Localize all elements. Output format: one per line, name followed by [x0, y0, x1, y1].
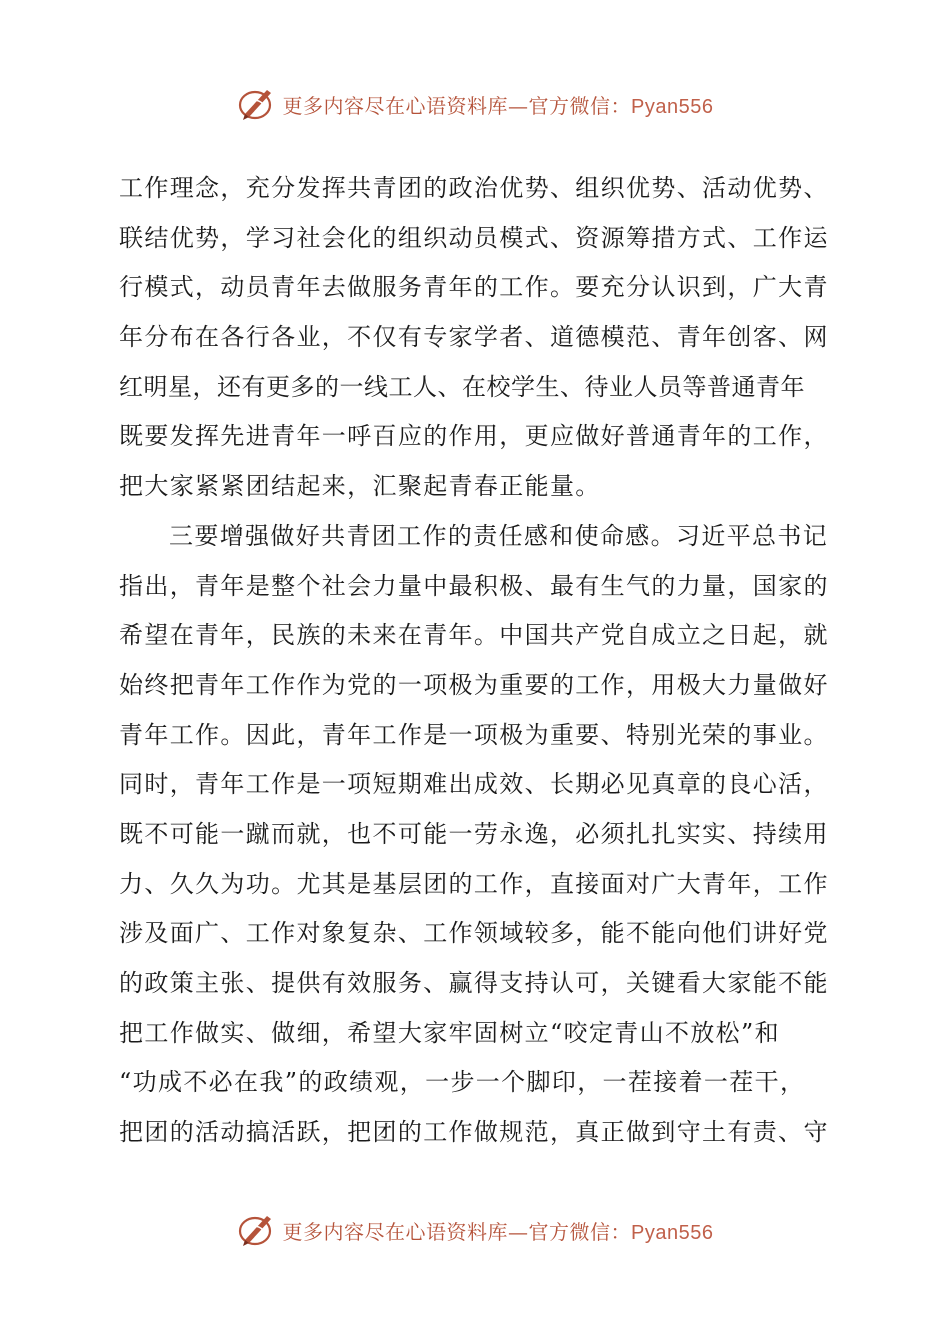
footer-separator: —: [508, 1219, 529, 1244]
header-separator: —: [508, 93, 529, 118]
body-line: 红明星，还有更多的一线工人、在校学生、待业人员等普通青年: [119, 372, 805, 401]
body-line: 把工作做实、做细，希望大家牢固树立“咬定青山不放松”和: [119, 1018, 780, 1047]
header-site-name: 更多内容尽在心语资料库: [282, 93, 509, 118]
pen-logo-icon: [237, 1210, 277, 1250]
body-line: 的政策主张、提供有效服务、赢得支持认可，关键看大家能不能: [119, 969, 829, 997]
document-body: [119, 164, 835, 1158]
header-banner-text: [283, 90, 714, 119]
body-line: 同时，青年工作是一项短期难出成效、长期必见真章的良心活，: [119, 770, 829, 799]
footer-site-name: 更多内容尽在心语资料库: [282, 1219, 509, 1244]
body-line: 涉及面广、工作对象复杂、工作领域较多，能不能向他们讲好党: [119, 919, 829, 948]
body-line: 年分布在各行各业，不仅有专家学者、道德模范、青年创客、网: [119, 323, 829, 352]
body-line: 指出，青年是整个社会力量中最积极、最有生气的力量，国家的: [119, 571, 829, 600]
header-wechat-label: 官方微信：: [528, 93, 632, 118]
footer-banner-text: [283, 1216, 714, 1245]
body-line: 力、久久为功。尤其是基层团的工作，直接面对广大青年，工作: [119, 869, 829, 898]
paragraph-start-line: 三要增强做好共青团工作的责任感和使命感。习近平总书记: [169, 521, 829, 550]
header-banner: [0, 82, 950, 126]
body-line: 联结优势，学习社会化的组织动员模式、资源筹措方式、工作运: [119, 223, 829, 252]
body-line: 把大家紧紧团结起来，汇聚起青春正能量。: [119, 472, 601, 501]
body-line: 把团的活动搞活跃，把团的工作做规范，真正做到守土有责、守: [119, 1118, 829, 1147]
footer-wechat-label: 官方微信：: [528, 1219, 632, 1244]
header-wechat-id: Pyan556: [631, 95, 714, 118]
footer-wechat-id: Pyan556: [631, 1221, 714, 1244]
body-line: 希望在青年，民族的未来在青年。中国共产党自成立之日起，就: [119, 621, 829, 650]
body-line: 工作理念，充分发挥共青团的政治优势、组织优势、活动优势、: [119, 174, 829, 202]
body-line: “功成不必在我”的政绩观，一步一个脚印，一茬接着一茬干，: [119, 1068, 806, 1097]
footer-banner: [0, 1208, 950, 1252]
body-line: 既要发挥先进青年一呼百应的作用，更应做好普通青年的工作，: [119, 422, 829, 451]
body-line: 始终把青年工作作为党的一项极为重要的工作，用极大力量做好: [119, 670, 829, 699]
body-line: 既不可能一蹴而就，也不可能一劳永逸，必须扎扎实实、持续用: [119, 819, 829, 848]
pen-logo-icon: [237, 84, 277, 124]
body-line: 青年工作。因此，青年工作是一项极为重要、特别光荣的事业。: [119, 720, 829, 749]
body-line: 行模式，动员青年去做服务青年的工作。要充分认识到，广大青: [119, 273, 829, 302]
